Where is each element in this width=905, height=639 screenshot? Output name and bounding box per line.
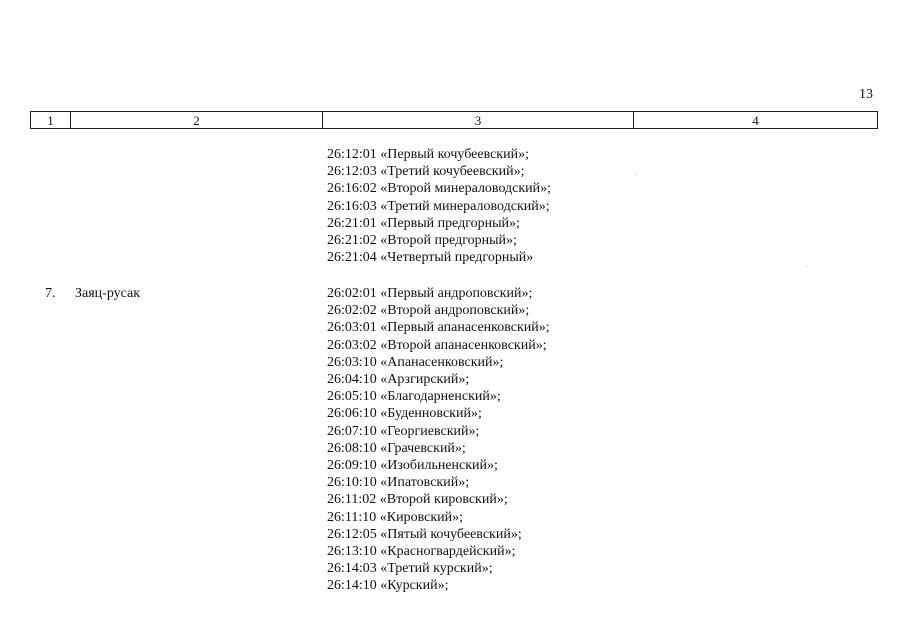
list-item: 26:13:10 «Красногвардейский»;	[327, 544, 516, 560]
list-item: 26:21:01 «Первый предгорный»;	[327, 215, 520, 231]
list-item: 26:14:03 «Третий курский»;	[327, 561, 493, 577]
list-item: 26:16:03 «Третий минераловодский»;	[327, 198, 550, 214]
list-item: 26:03:01 «Первый апанасенковский»;	[327, 320, 550, 336]
header-col-1: 1	[31, 112, 71, 129]
list-item: 26:02:02 «Второй андроповский»;	[327, 303, 530, 319]
list-item: 26:11:10 «Кировский»;	[327, 509, 464, 525]
list-item: 26:12:01 «Первый кочубеевский»;	[327, 147, 529, 162]
scan-speck	[635, 174, 636, 175]
list-item: 26:03:02 «Второй апанасенковский»;	[327, 337, 547, 353]
species-name: Заяц-русак	[75, 286, 141, 301]
list-item: 26:06:10 «Буденновский»;	[327, 406, 482, 422]
list-item: 26:05:10 «Благодарненский»;	[327, 389, 501, 405]
continuation-entries	[327, 146, 551, 266]
list-item: 26:12:05 «Пятый кочубеевский»;	[327, 526, 522, 542]
list-item: 26:10:10 «Ипатовский»;	[327, 475, 470, 491]
list-item: 26:04:10 «Арзгирский»;	[327, 372, 470, 388]
list-item: 26:16:02 «Второй минераловодский»;	[327, 181, 552, 197]
list-item: 26:21:02 «Второй предгорный»;	[327, 233, 517, 249]
list-item: 26:11:02 «Второй кировский»;	[327, 492, 508, 508]
header-col-4: 4	[634, 112, 878, 129]
scan-speck	[807, 266, 808, 267]
list-item: 26:12:03 «Третий кочубеевский»;	[327, 164, 525, 180]
header-col-2: 2	[71, 112, 323, 129]
list-item: 26:21:04 «Четвертый предгорный»	[327, 250, 534, 266]
list-item: 26:14:10 «Курский»;	[327, 578, 449, 594]
list-item: 26:09:10 «Изобильненский»;	[327, 458, 498, 474]
hunting-ground-entries	[327, 285, 550, 595]
column-number-header	[30, 111, 878, 129]
page-number: 13	[859, 87, 873, 102]
header-col-3: 3	[323, 112, 634, 129]
header-row	[31, 112, 878, 129]
list-item: 26:03:10 «Апанасенковский»;	[327, 354, 504, 370]
row-number: 7.	[45, 286, 56, 301]
list-item: 26:02:01 «Первый андроповский»;	[327, 286, 533, 301]
list-item: 26:08:10 «Грачевский»;	[327, 440, 466, 456]
list-item: 26:07:10 «Георгиевский»;	[327, 423, 480, 439]
